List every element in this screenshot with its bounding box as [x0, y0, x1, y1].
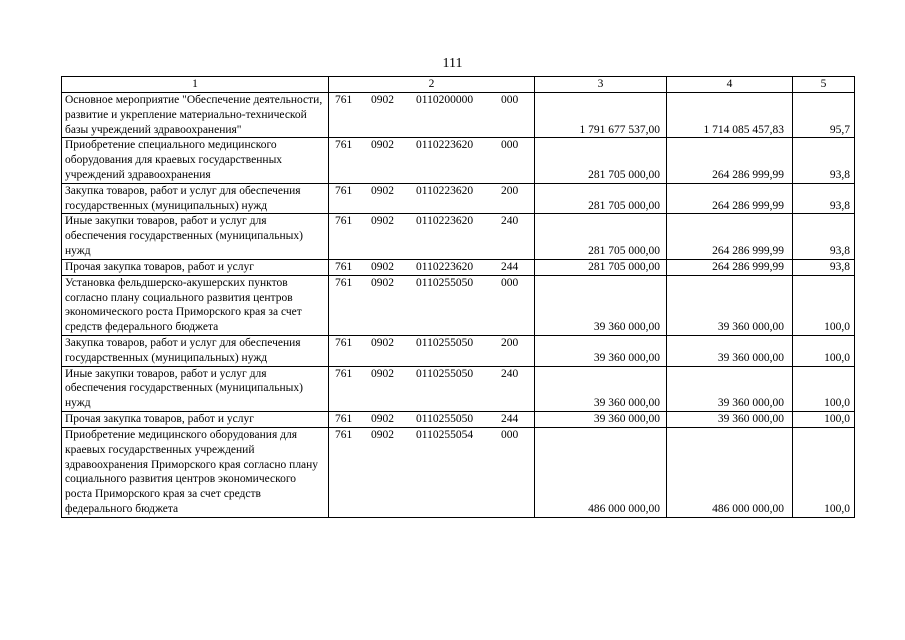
row-name: Прочая закупка товаров, работ и услуг — [62, 411, 329, 427]
execution-percent: 100,0 — [793, 335, 855, 366]
expense-kind-code: 240 — [501, 367, 519, 380]
ministry-code: 761 — [335, 336, 353, 349]
executed-amount: 264 286 999,99 — [667, 214, 793, 259]
section-code: 0902 — [371, 428, 394, 441]
header-col-3: 3 — [535, 77, 667, 93]
expense-kind-code: 200 — [501, 184, 519, 197]
executed-amount: 264 286 999,99 — [667, 259, 793, 275]
expense-kind-code: 000 — [501, 94, 519, 106]
row-codes — [329, 214, 535, 259]
execution-percent: 100,0 — [793, 275, 855, 335]
target-code: 0110255050 — [416, 367, 474, 380]
expense-kind-code: 000 — [501, 276, 519, 289]
ministry-code: 761 — [335, 94, 353, 106]
approved-amount: 1 791 677 537,00 — [535, 93, 667, 138]
ministry-code: 761 — [335, 367, 353, 380]
ministry-code: 761 — [335, 184, 353, 197]
row-name: Основное мероприятие "Обеспечение деятельности, развитие и укрепление материально-технической базы учреждений здравоохранения" — [62, 93, 329, 138]
table-header-row — [62, 77, 855, 93]
table-row — [62, 335, 855, 366]
row-codes — [329, 93, 535, 138]
section-code: 0902 — [371, 184, 394, 197]
header-col-1: 1 — [62, 77, 329, 93]
target-code: 0110223620 — [416, 260, 474, 273]
target-code: 0110223620 — [416, 184, 474, 197]
row-name: Закупка товаров, работ и услуг для обеспечения государственных (муниципальных) нужд — [62, 335, 329, 366]
expense-kind-code: 000 — [501, 428, 519, 441]
executed-amount: 39 360 000,00 — [667, 411, 793, 427]
row-name: Прочая закупка товаров, работ и услуг — [62, 259, 329, 275]
execution-percent: 93,8 — [793, 214, 855, 259]
expense-kind-code: 244 — [501, 260, 519, 273]
target-code: 0110255050 — [416, 276, 474, 289]
execution-percent: 93,8 — [793, 259, 855, 275]
target-code: 0110255050 — [416, 412, 474, 425]
section-code: 0902 — [371, 336, 394, 349]
header-col-2: 2 — [329, 77, 535, 93]
approved-amount: 39 360 000,00 — [535, 275, 667, 335]
row-codes — [329, 335, 535, 366]
execution-percent: 100,0 — [793, 366, 855, 411]
table-row — [62, 427, 855, 517]
expense-kind-code: 000 — [501, 139, 519, 152]
target-code: 0110255054 — [416, 428, 474, 441]
executed-amount: 1 714 085 457,83 — [667, 93, 793, 138]
executed-amount: 39 360 000,00 — [667, 366, 793, 411]
executed-amount: 39 360 000,00 — [667, 275, 793, 335]
row-name: Иные закупки товаров, работ и услуг для обеспечения государственных (муниципальных) нужд — [62, 214, 329, 259]
header-col-4: 4 — [667, 77, 793, 93]
row-codes — [329, 183, 535, 214]
approved-amount: 281 705 000,00 — [535, 214, 667, 259]
execution-percent: 100,0 — [793, 427, 855, 517]
row-codes — [329, 275, 535, 335]
section-code: 0902 — [371, 260, 394, 273]
table-row — [62, 259, 855, 275]
table-row — [62, 138, 855, 183]
table-row — [62, 183, 855, 214]
section-code: 0902 — [371, 367, 394, 380]
execution-percent: 93,8 — [793, 138, 855, 183]
approved-amount: 39 360 000,00 — [535, 335, 667, 366]
target-code: 0110255050 — [416, 336, 474, 349]
table-row — [62, 366, 855, 411]
row-name: Закупка товаров, работ и услуг для обеспечения государственных (муниципальных) нужд — [62, 183, 329, 214]
ministry-code: 761 — [335, 412, 353, 425]
row-name: Приобретение медицинского оборудования для краевых государственных учреждений здравоохранения Приморского края согласно плану социального развития центров экономического роста Приморского края за счет средств федерального бюджета — [62, 427, 329, 517]
target-code: 0110200000 — [416, 94, 474, 106]
target-code: 0110223620 — [416, 139, 474, 152]
table-row — [62, 411, 855, 427]
table-row — [62, 93, 855, 138]
page-number: 111 — [442, 56, 463, 71]
approved-amount: 39 360 000,00 — [535, 411, 667, 427]
execution-percent: 93,8 — [793, 183, 855, 214]
table-row — [62, 214, 855, 259]
approved-amount: 281 705 000,00 — [535, 138, 667, 183]
row-name: Установка фельдшерско-акушерских пунктов согласно плану социального развития центров экономического роста Приморского края за счет средств федерального бюджета — [62, 275, 329, 335]
executed-amount: 264 286 999,99 — [667, 183, 793, 214]
section-code: 0902 — [371, 139, 394, 152]
table-row — [62, 275, 855, 335]
row-name: Иные закупки товаров, работ и услуг для обеспечения государственных (муниципальных) нужд — [62, 366, 329, 411]
ministry-code: 761 — [335, 215, 353, 228]
execution-percent: 95,7 — [793, 93, 855, 138]
row-codes — [329, 411, 535, 427]
executed-amount: 39 360 000,00 — [667, 335, 793, 366]
expense-kind-code: 244 — [501, 412, 519, 425]
expense-kind-code: 200 — [501, 336, 519, 349]
execution-percent: 100,0 — [793, 411, 855, 427]
row-codes — [329, 259, 535, 275]
row-codes — [329, 427, 535, 517]
executed-amount: 486 000 000,00 — [667, 427, 793, 517]
approved-amount: 281 705 000,00 — [535, 183, 667, 214]
approved-amount: 281 705 000,00 — [535, 259, 667, 275]
section-code: 0902 — [371, 215, 394, 228]
row-codes — [329, 138, 535, 183]
approved-amount: 39 360 000,00 — [535, 366, 667, 411]
header-col-5: 5 — [793, 77, 855, 93]
expense-kind-code: 240 — [501, 215, 519, 228]
target-code: 0110223620 — [416, 215, 474, 228]
section-code: 0902 — [371, 276, 394, 289]
approved-amount: 486 000 000,00 — [535, 427, 667, 517]
row-codes — [329, 366, 535, 411]
section-code: 0902 — [371, 94, 394, 106]
ministry-code: 761 — [335, 276, 353, 289]
section-code: 0902 — [371, 412, 394, 425]
budget-table — [61, 76, 855, 518]
ministry-code: 761 — [335, 260, 353, 273]
ministry-code: 761 — [335, 428, 353, 441]
ministry-code: 761 — [335, 139, 353, 152]
executed-amount: 264 286 999,99 — [667, 138, 793, 183]
row-name: Приобретение специального медицинского оборудования для краевых государственных учреждений здравоохранения — [62, 138, 329, 183]
